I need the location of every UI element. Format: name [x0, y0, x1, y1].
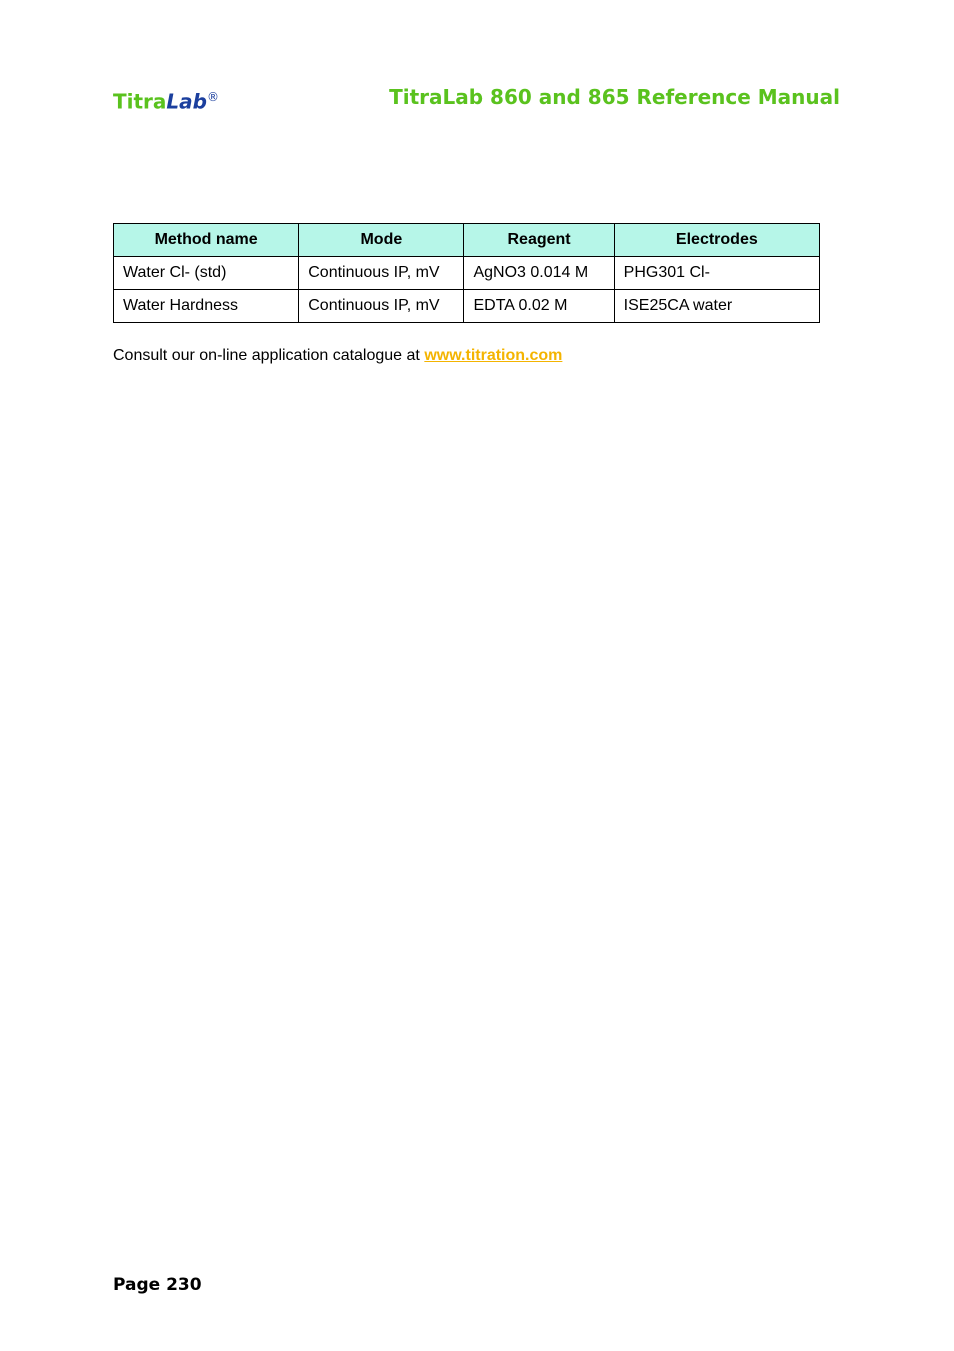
brand-titra: Titra [113, 89, 167, 114]
cell-mode: Continuous IP, mV [299, 290, 464, 323]
consult-text: Consult our on-line application catalogue at [113, 347, 425, 364]
cell-electrodes: ISE25CA water [614, 290, 819, 323]
table-header-row [114, 224, 820, 257]
cell-electrodes: PHG301 Cl- [614, 257, 819, 290]
cell-method-name: Water Hardness [114, 290, 299, 323]
titration-link[interactable]: www.titration.com [424, 347, 563, 364]
brand-lab: Lab [166, 89, 207, 114]
methods-table [113, 223, 820, 323]
header-reagent: Reagent [464, 224, 614, 257]
table-row [114, 257, 820, 290]
cell-mode: Continuous IP, mV [299, 257, 464, 290]
header-method-name: Method name [114, 224, 299, 257]
table-row [114, 290, 820, 323]
cell-reagent: EDTA 0.02 M [464, 290, 614, 323]
consult-paragraph [113, 346, 562, 366]
header-electrodes: Electrodes [614, 224, 819, 257]
manual-title: TitraLab 860 and 865 Reference Manual [389, 85, 840, 109]
cell-method-name: Water Cl- (std) [114, 257, 299, 290]
brand-logo [113, 84, 219, 115]
registered-mark: ® [206, 90, 219, 104]
header-mode: Mode [299, 224, 464, 257]
page-number: Page 230 [113, 1275, 202, 1295]
cell-reagent: AgNO3 0.014 M [464, 257, 614, 290]
